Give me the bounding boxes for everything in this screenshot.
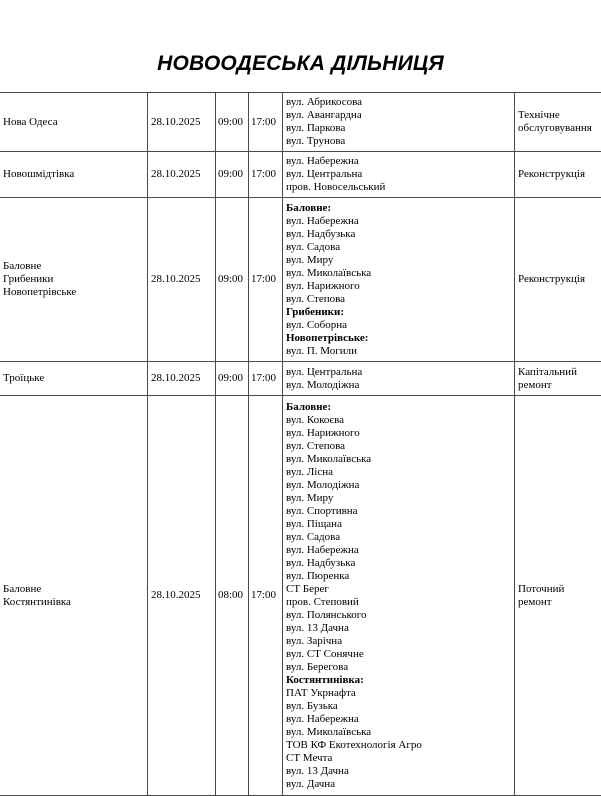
date-cell: 28.10.2025 — [148, 152, 216, 198]
street-name: вул. 13 Дачна — [286, 765, 511, 778]
start-time-cell: 08:00 — [216, 396, 249, 796]
street-group-heading: Новопетрівське: — [286, 332, 511, 345]
settlement-name: Баловне — [3, 583, 144, 596]
end-time-cell: 17:00 — [249, 362, 283, 396]
table-row — [0, 396, 601, 796]
street-name: вул. Авангардна — [286, 109, 511, 122]
start-time-cell: 09:00 — [216, 198, 249, 362]
settlement-name: Нова Одеса — [3, 116, 144, 129]
street-name: вул. Центральна — [286, 366, 511, 379]
street-name: вул. Центральна — [286, 168, 511, 181]
work-type-cell: Реконструкція — [515, 198, 601, 362]
street-name: вул. Дачна — [286, 778, 511, 791]
street-name: вул. Абрикосова — [286, 96, 511, 109]
street-name: вул. 13 Дачна — [286, 622, 511, 635]
settlement-name: Баловне — [3, 260, 144, 273]
street-name: вул. Набережна — [286, 215, 511, 228]
settlement-cell — [0, 93, 148, 152]
street-name: вул. Паркова — [286, 122, 511, 135]
street-name: вул. Степова — [286, 440, 511, 453]
street-name: вул. Берегова — [286, 661, 511, 674]
street-name: вул. Надбузька — [286, 228, 511, 241]
street-name: вул. Миколаївська — [286, 726, 511, 739]
street-name: вул. П. Могили — [286, 345, 511, 358]
work-type-cell: Реконструкція — [515, 152, 601, 198]
end-time-cell: 17:00 — [249, 396, 283, 796]
street-name: вул. Соборна — [286, 319, 511, 332]
street-name: вул. Миколаївська — [286, 267, 511, 280]
start-time-cell: 09:00 — [216, 152, 249, 198]
settlement-cell — [0, 362, 148, 396]
streets-cell — [283, 198, 515, 362]
street-name: вул. Надбузька — [286, 557, 511, 570]
street-name: вул. Нарижного — [286, 280, 511, 293]
street-name: вул. Набережна — [286, 155, 511, 168]
table-row — [0, 198, 601, 362]
street-name: вул. Полянського — [286, 609, 511, 622]
street-group-heading: Грибеники: — [286, 306, 511, 319]
street-name: вул. СТ Сонячне — [286, 648, 511, 661]
streets-cell — [283, 152, 515, 198]
street-name: вул. Степова — [286, 293, 511, 306]
end-time-cell: 17:00 — [249, 93, 283, 152]
end-time-cell: 17:00 — [249, 152, 283, 198]
end-time-cell: 17:00 — [249, 198, 283, 362]
work-type-cell: Капітальний ремонт — [515, 362, 601, 396]
street-name: вул. Набережна — [286, 713, 511, 726]
settlement-name: Новошмідтівка — [3, 168, 144, 181]
street-group-heading: Баловне: — [286, 401, 511, 414]
settlement-cell — [0, 152, 148, 198]
street-name: вул. Лісна — [286, 466, 511, 479]
settlement-name: Грибеники — [3, 273, 144, 286]
settlement-cell — [0, 396, 148, 796]
table-row — [0, 93, 601, 152]
work-type-cell: Технічне обслуговування — [515, 93, 601, 152]
street-name: вул. Миру — [286, 254, 511, 267]
street-name: ТОВ КФ Екотехнологія Агро — [286, 739, 511, 752]
street-name: вул. Миколаївська — [286, 453, 511, 466]
street-name: СТ Мечта — [286, 752, 511, 765]
street-name: вул. Садова — [286, 531, 511, 544]
street-group-heading: Баловне: — [286, 202, 511, 215]
street-name: вул. Кокоєва — [286, 414, 511, 427]
street-name: вул. Набережна — [286, 544, 511, 557]
street-name: пров. Степовий — [286, 596, 511, 609]
street-name: вул. Молодіжна — [286, 479, 511, 492]
street-name: вул. Бузька — [286, 700, 511, 713]
work-type-cell: Поточний ремонт — [515, 396, 601, 796]
settlement-name: Костянтинівка — [3, 596, 144, 609]
start-time-cell: 09:00 — [216, 362, 249, 396]
table-row — [0, 362, 601, 396]
street-name: вул. Садова — [286, 241, 511, 254]
street-name: ПАТ Укрнафта — [286, 687, 511, 700]
street-name: вул. Трунова — [286, 135, 511, 148]
table-row — [0, 152, 601, 198]
street-name: вул. Піщана — [286, 518, 511, 531]
page-title: НОВООДЕСЬКА ДІЛЬНИЦЯ — [0, 52, 601, 76]
street-name: вул. Нарижного — [286, 427, 511, 440]
street-name: вул. Спортивна — [286, 505, 511, 518]
settlement-name: Троїцьке — [3, 372, 144, 385]
street-group-heading: Костянтинівка: — [286, 674, 511, 687]
streets-cell — [283, 396, 515, 796]
date-cell: 28.10.2025 — [148, 93, 216, 152]
streets-cell — [283, 93, 515, 152]
street-name: вул. Миру — [286, 492, 511, 505]
date-cell: 28.10.2025 — [148, 362, 216, 396]
date-cell: 28.10.2025 — [148, 396, 216, 796]
street-name: вул. Зарічна — [286, 635, 511, 648]
settlement-name: Новопетрівське — [3, 286, 144, 299]
street-name: пров. Новосельський — [286, 181, 511, 194]
start-time-cell: 09:00 — [216, 93, 249, 152]
street-name: вул. Молодіжна — [286, 379, 511, 392]
streets-cell — [283, 362, 515, 396]
street-name: СТ Берег — [286, 583, 511, 596]
street-name: вул. Пюренка — [286, 570, 511, 583]
date-cell: 28.10.2025 — [148, 198, 216, 362]
settlement-cell — [0, 198, 148, 362]
outage-schedule-table — [0, 92, 601, 796]
